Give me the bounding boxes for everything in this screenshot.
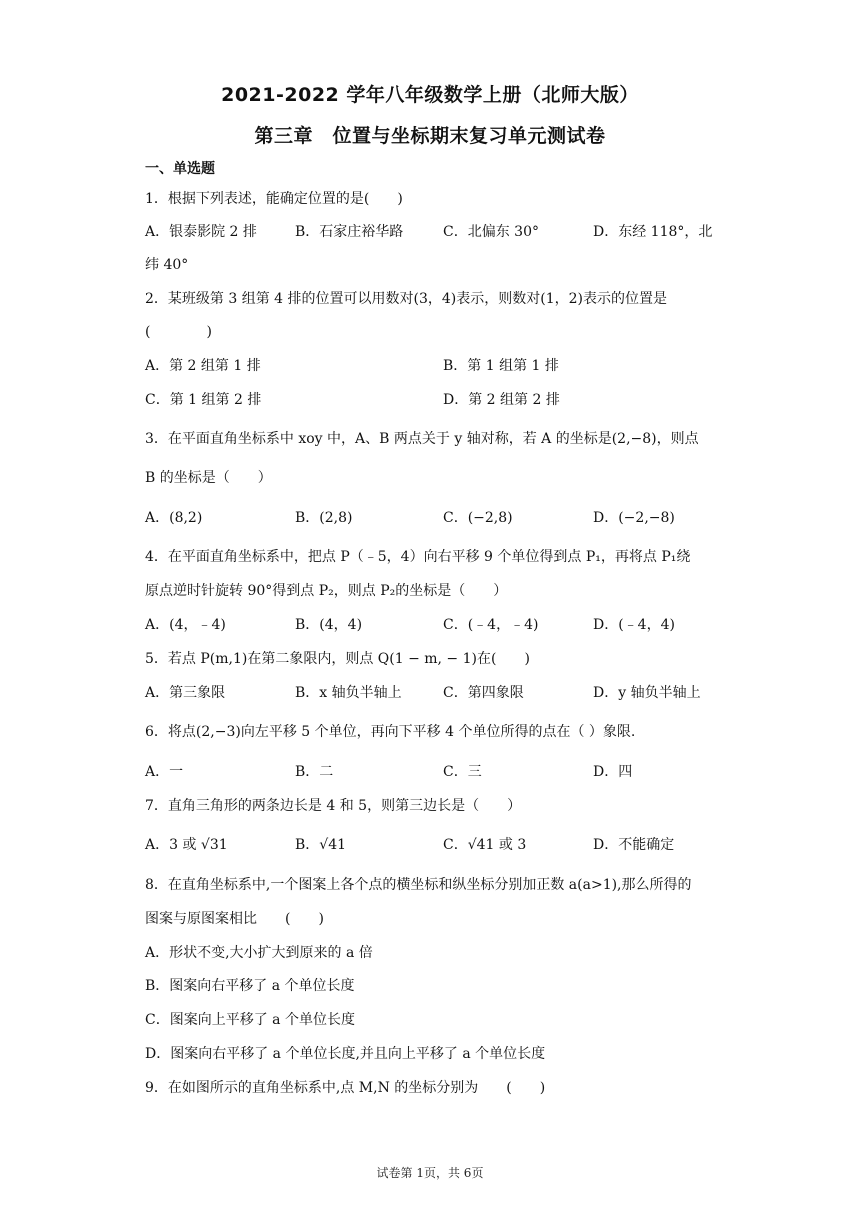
question-5-option-d: D．y 轴负半轴上 [593,685,701,701]
question-2-stem: 2．某班级第 3 组第 4 排的位置可以用数对(3，4)表示，则数对(1，2)表示的位置是 [145,291,667,307]
question-6-option-b: B．二 [295,764,334,780]
question-3-option-c: C．(−2,8) [443,510,513,526]
question-4-option-c: C．(﹣4，﹣4) [443,617,539,633]
question-5-stem: 5．若点 P(m,1)在第二象限内，则点 Q(1 − m, − 1)在( ) [145,651,530,667]
question-8-stem: 8．在直角坐标系中,一个图案上各个点的横坐标和纵坐标分别加正数 a(a>1),那么所得的 [145,877,692,893]
question-6-option-d: D．四 [593,764,633,780]
question-7-option-c: C．√41 或 3 [443,837,527,853]
question-2-option-c: C．第 1 组第 2 排 [145,392,262,408]
question-5-option-a: A．第三象限 [145,685,226,701]
question-7-option-a: A．3 或 √31 [145,837,228,853]
question-8-option-c: C．图案向上平移了 a 个单位长度 [145,1012,355,1028]
question-4-option-b: B．(4，4) [295,617,363,633]
question-3-option-a: A．(8,2) [145,510,203,526]
page-footer: 试卷第 1页，共 6页 [376,1166,484,1180]
question-3-stem-cont: B 的坐标是（ ） [145,470,272,486]
question-8-option-a: A．形状不变,大小扩大到原来的 a 倍 [145,945,373,961]
question-4-option-d: D．(﹣4，4) [593,617,675,633]
question-4-stem-cont: 原点逆时针旋转 90°得到点 P₂，则点 P₂的坐标是（ ） [145,583,508,599]
page-subtitle: 第三章 位置与坐标期末复习单元测试卷 [254,125,606,147]
question-2-stem-cont: ( ) [145,324,212,340]
question-2-option-a: A．第 2 组第 1 排 [145,358,261,374]
question-5-option-b: B．x 轴负半轴上 [295,685,402,701]
question-1-option-c: C．北偏东 30° [443,224,539,240]
question-7-option-d: D．不能确定 [593,837,675,853]
question-5-option-c: C．第四象限 [443,685,524,701]
question-7-option-b: B．√41 [295,837,347,853]
question-1-option-b: B．石家庄裕华路 [295,224,404,240]
page-title: 2021-2022 学年八年级数学上册（北师大版） [221,84,639,106]
question-9-stem: 9．在如图所示的直角坐标系中,点 M,N 的坐标分别为 ( ) [145,1080,546,1096]
question-6-option-c: C．三 [443,764,482,780]
question-8-option-d: D．图案向右平移了 a 个单位长度,并且向上平移了 a 个单位长度 [145,1046,546,1062]
question-4-option-a: A．(4，﹣4) [145,617,226,633]
question-2-option-d: D．第 2 组第 2 排 [443,392,560,408]
question-1-option-d: D．东经 118°，北 [593,224,713,240]
question-6-option-a: A．一 [145,764,184,780]
question-6-stem: 6．将点(2,−3)向左平移 5 个单位，再向下平移 4 个单位所得的点在（ ）象限. [145,724,636,740]
question-3-option-b: B．(2,8) [295,510,353,526]
question-8-option-b: B．图案向右平移了 a 个单位长度 [145,978,355,994]
section-heading: 一、单选题 [145,161,215,177]
question-8-stem-cont: 图案与原图案相比 ( ) [145,911,324,927]
question-3-option-d: D．(−2,−8) [593,510,675,526]
question-1-stem: 1．根据下列表述，能确定位置的是( ) [145,191,403,207]
question-2-option-b: B．第 1 组第 1 排 [443,358,559,374]
question-7-stem: 7．直角三角形的两条边长是 4 和 5，则第三边长是（ ） [145,798,522,814]
question-4-stem: 4．在平面直角坐标系中，把点 P（﹣5，4）向右平移 9 个单位得到点 P₁，再将点 P₁绕 [145,549,691,565]
question-1-option-a: A．银泰影院 2 排 [145,224,257,240]
question-1-option-d-wrap: 纬 40° [145,257,189,273]
question-3-stem: 3．在平面直角坐标系中 xoy 中，A、B 两点关于 y 轴对称，若 A 的坐标是(2,−8)，则点 [145,431,699,447]
